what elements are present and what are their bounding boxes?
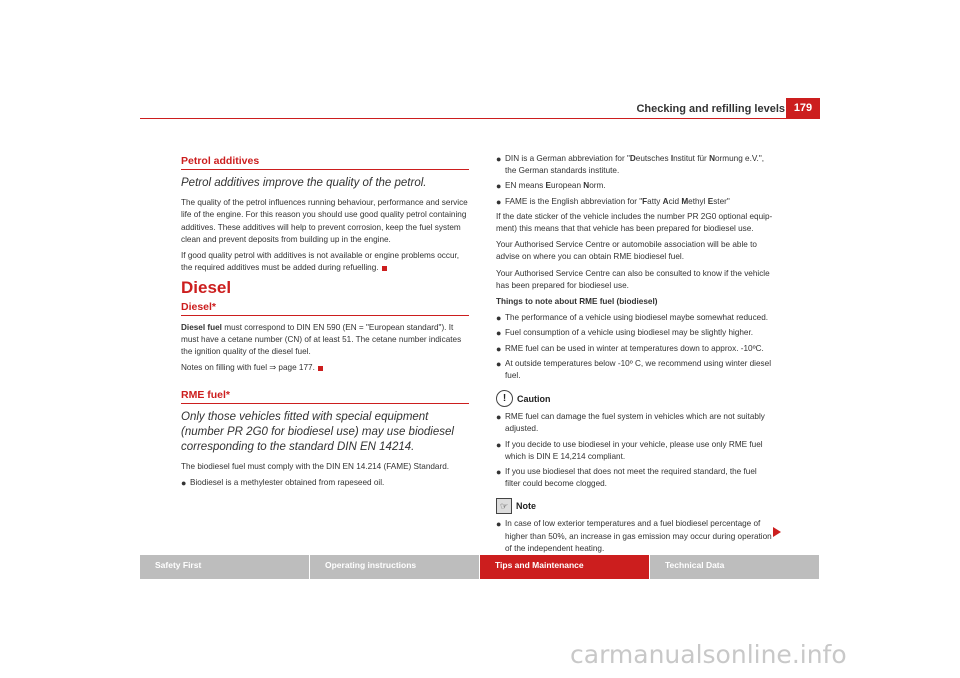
bullet-icon: ● xyxy=(496,439,502,450)
left-column xyxy=(181,155,469,492)
fame-letter: A xyxy=(662,196,669,206)
diesel-fuel-term: Diesel fuel xyxy=(181,322,222,332)
fame-definition xyxy=(505,196,730,208)
section-end-icon xyxy=(382,266,387,271)
diesel-paragraph-2 xyxy=(181,362,469,374)
fame-text: FAME is the English abbreviation for " xyxy=(505,196,643,206)
bullet-icon: ● xyxy=(496,467,502,478)
note-bullet-1: In case of low exterior temperatures and a fuel biodiesel percentage of higher than 50%, an increase in gas emission may occur during operation of the independent heating. xyxy=(505,519,772,553)
en-definition xyxy=(505,180,606,192)
diesel-fuel-link[interactable]: Notes on filling with fuel ⇒ page 177. xyxy=(181,363,315,373)
list-item xyxy=(496,196,774,208)
section-end-icon xyxy=(318,366,323,371)
diesel-paragraph-1 xyxy=(181,322,469,359)
fame-text: cid xyxy=(668,196,682,206)
right-paragraph-3: Your Authorised Service Centre can also be consulted to know if the vehicle has been prepared for biodiesel use. xyxy=(496,268,770,290)
list-item xyxy=(496,439,774,463)
continue-arrow-icon[interactable] xyxy=(773,527,781,537)
petrol-additives-heading: Petrol additives xyxy=(181,155,469,170)
bullet-icon: ● xyxy=(496,154,502,164)
footer-tabs xyxy=(140,555,820,579)
diesel-heading: Diesel* xyxy=(181,301,469,316)
din-text: nstitut für xyxy=(673,154,710,163)
petrol-paragraph-1: The quality of the petrol influences running behaviour, performance and service life of the engine. For this reason you should use good quality petrol containing additives. These additives will help to prevent corrosion, keep the fuel system clean and prevent deposits from building up in the engine. xyxy=(181,198,468,244)
bullet-icon: ● xyxy=(496,313,502,324)
bullet-icon: ● xyxy=(181,478,187,489)
header-rule xyxy=(140,118,820,119)
petrol-additives-subheading: Petrol additives improve the quality of the petrol. xyxy=(181,177,427,190)
caution-item-3: If you use biodiesel that does not meet the required standard, the fuel filter could become clogged. xyxy=(505,467,757,489)
din-letter: D xyxy=(629,154,636,163)
en-text: orm. xyxy=(589,181,606,191)
din-text: DIN is a German abbreviation for " xyxy=(505,154,630,163)
din-definition xyxy=(505,153,774,177)
list-item xyxy=(496,358,774,382)
tab-operating-instructions[interactable]: Operating instructions xyxy=(310,555,479,579)
rme-paragraph-1: The biodiesel fuel must comply with the DIN EN 14.214 (FAME) Standard. xyxy=(181,461,450,471)
fame-letter: E xyxy=(707,196,714,206)
things-to-note-heading: Things to note about RME fuel (biodiesel) xyxy=(496,297,658,307)
note-item-3: RME fuel can be used in winter at temperatures down to approx. -10ºC. xyxy=(505,343,764,353)
en-text: uropean xyxy=(550,181,584,191)
caution-header xyxy=(496,390,774,407)
note-item-4: At outside temperatures below -10º C, we recommend using winter diesel fuel. xyxy=(505,358,772,381)
caution-item-2: If you decide to use biodiesel in your vehicle, please use only RME fuel which is DIN E 14,214 compliant. xyxy=(505,439,763,461)
din-letter: I xyxy=(670,154,674,163)
rme-fuel-subheading: Only those vehicles fitted with special equipment (number PR 2G0 for biodiesel use) may use biodiesel corresponding to the standard DIN EN 14214. xyxy=(181,410,454,453)
list-item xyxy=(496,312,774,324)
din-text: eutsches xyxy=(635,154,671,163)
note-label: Note xyxy=(516,501,536,512)
list-item xyxy=(496,327,774,339)
en-letter: E xyxy=(545,181,551,191)
tab-technical-data[interactable]: Technical Data xyxy=(650,555,819,579)
en-text: EN means xyxy=(505,181,546,191)
note-header xyxy=(496,498,774,514)
tab-tips-and-maintenance[interactable]: Tips and Maintenance xyxy=(480,555,649,579)
list-item xyxy=(496,153,774,177)
page-number: 179 xyxy=(786,98,820,118)
din-letter: N xyxy=(709,154,715,163)
fame-text: ethyl xyxy=(688,196,708,206)
caution-item-1: RME fuel can damage the fuel system in vehicles which are not suitably adjusted. xyxy=(505,412,765,434)
watermark: carmanualsonline.info xyxy=(570,640,847,669)
list-item xyxy=(496,411,774,435)
fame-text: atty xyxy=(647,196,663,206)
note-hand-icon: ☞ xyxy=(496,498,512,514)
bullet-icon: ● xyxy=(496,412,502,423)
note-item-2: Fuel consumption of a vehicle using biodiesel may be slightly higher. xyxy=(505,328,754,338)
diesel-paragraph-1-text: must correspond to DIN EN 590 (EN = "European standard"). It must have a cetane number (CN) of at least 51. The cetane number indicates the ignition quality of the diesel fuel. xyxy=(181,322,462,357)
fame-text: ster" xyxy=(713,196,730,206)
diesel-main-heading: Diesel xyxy=(181,278,232,298)
caution-icon: ! xyxy=(496,390,513,407)
right-paragraph-1: If the date sticker of the vehicle includes the number PR 2G0 optional equip-ment) this means that that vehicle has been prepared for biodiesel use. xyxy=(496,211,773,234)
bullet-icon: ● xyxy=(496,343,502,354)
list-item xyxy=(496,343,774,355)
page-header-title: Checking and refilling levels xyxy=(636,103,785,115)
list-item xyxy=(181,477,469,489)
petrol-paragraph-2 xyxy=(181,250,469,274)
fame-letter: F xyxy=(642,196,648,206)
tab-safety-first[interactable]: Safety First xyxy=(140,555,309,579)
right-column xyxy=(496,153,774,558)
bullet-icon: ● xyxy=(496,181,502,192)
bullet-icon: ● xyxy=(496,328,502,339)
bullet-icon: ● xyxy=(496,196,502,207)
note-item-1: The performance of a vehicle using biodiesel maybe somewhat reduced. xyxy=(505,313,769,323)
rme-fuel-heading: RME fuel* xyxy=(181,389,469,404)
list-item xyxy=(496,518,774,555)
list-item xyxy=(496,180,774,192)
rme-bullet-1: Biodiesel is a methylester obtained from rapeseed oil. xyxy=(190,478,385,488)
en-letter: N xyxy=(583,181,590,191)
right-paragraph-2: Your Authorised Service Centre or automobile association will be able to advise on where you can obtain RME biodiesel fuel. xyxy=(496,240,757,262)
bullet-icon: ● xyxy=(496,519,502,530)
list-item xyxy=(496,466,774,490)
fame-letter: M xyxy=(681,196,689,206)
din-text: ormung e.V.", the German standards institute. xyxy=(505,154,765,176)
caution-label: Caution xyxy=(517,393,551,404)
bullet-icon: ● xyxy=(496,358,502,369)
petrol-paragraph-2-text: If good quality petrol with additives is not available or engine problems occur, the required additives must be added during refuelling. xyxy=(181,251,460,273)
